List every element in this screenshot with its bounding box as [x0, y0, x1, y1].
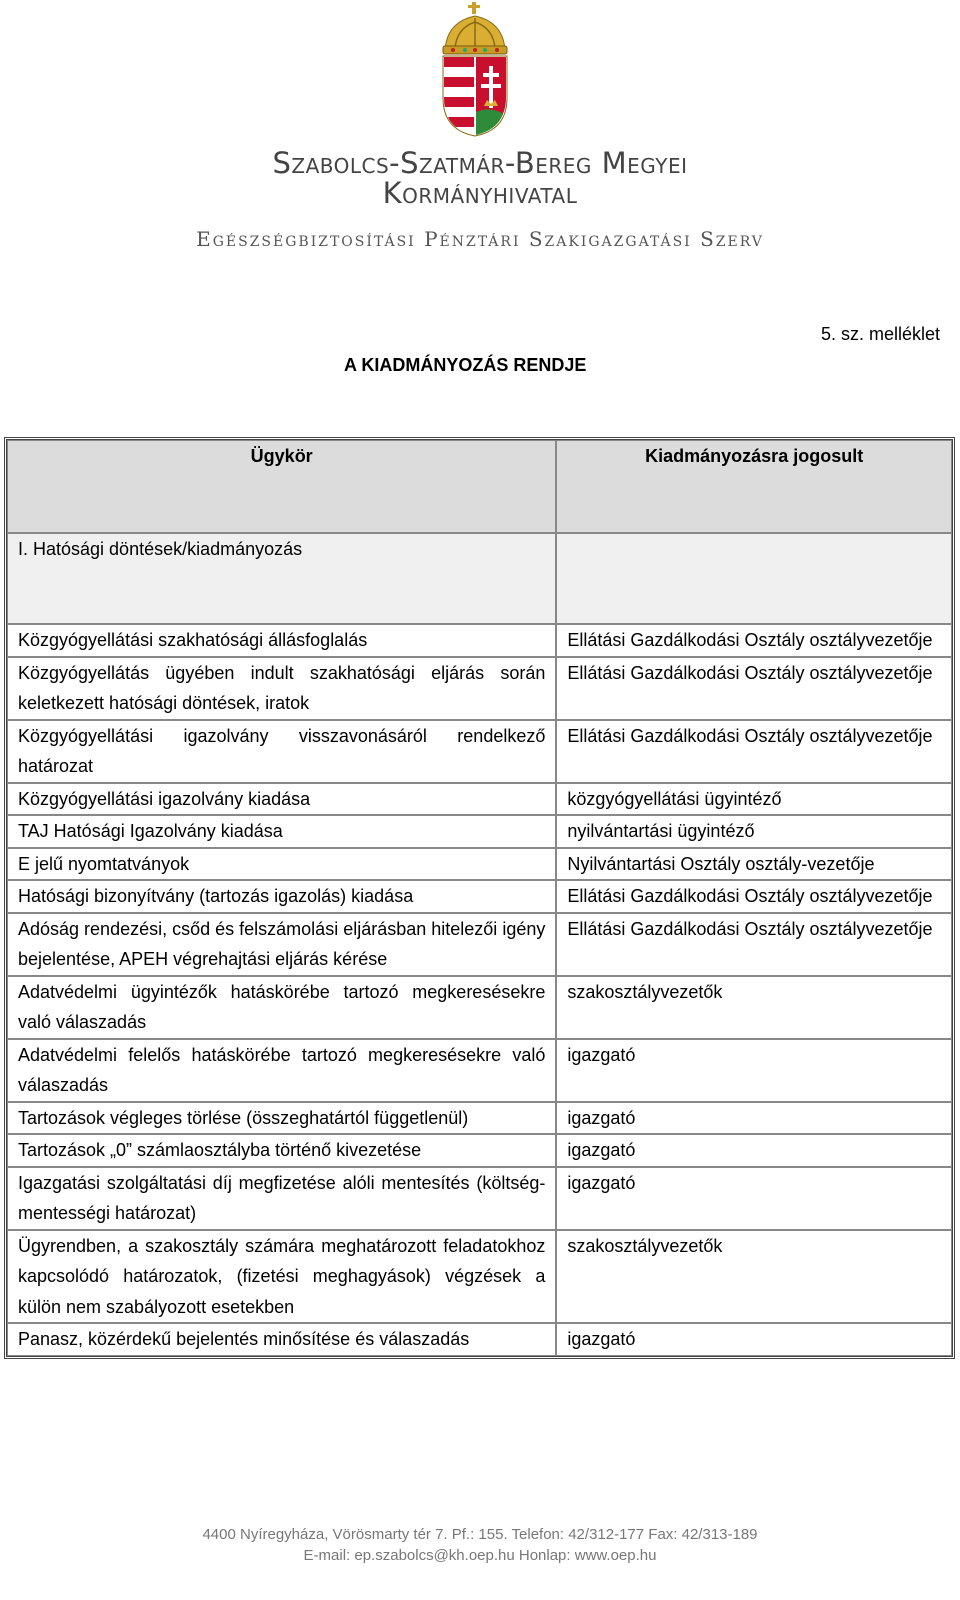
table-cell: E jelű nyomtatványok [7, 848, 556, 881]
organization-subdivision: Egészségbiztosítási Pénztári Szakigazgatási Szerv [196, 227, 764, 251]
table-row [7, 848, 952, 881]
section-header-row [7, 533, 952, 624]
table-row [7, 1230, 952, 1324]
table-row [7, 815, 952, 848]
table-cell: szakosztályvezetők [556, 1230, 952, 1324]
table-row [7, 1323, 952, 1356]
table-cell: Ellátási Gazdálkodási Osztály osztályvezetője [556, 880, 952, 913]
table-cell: igazgató [556, 1134, 952, 1167]
table-cell: Ellátási Gazdálkodási Osztály osztályvezetője [556, 657, 952, 720]
table-header-row [7, 440, 952, 533]
table-cell: Tartozások „0” számlaosztályba történő kivezetése [7, 1134, 556, 1167]
table-cell: Közgyógyellátás ügyében indult szakhatósági eljárás során keletkezett hatósági döntések, iratok [7, 657, 556, 720]
table-row [7, 976, 952, 1039]
table-row [7, 657, 952, 720]
table-cell: igazgató [556, 1039, 952, 1102]
table-cell: Nyilvántartási Osztály osztály-vezetője [556, 848, 952, 881]
table-cell: igazgató [556, 1167, 952, 1230]
page-title: A KIADMÁNYOZÁS RENDJE [344, 355, 587, 375]
table-cell: Adatvédelmi felelős hatáskörébe tartozó megkeresésekre való válaszadás [7, 1039, 556, 1102]
hungarian-coat-of-arms-icon [441, 2, 509, 138]
table-cell: Adatvédelmi ügyintézők hatáskörébe tartozó megkeresésekre való válaszadás [7, 976, 556, 1039]
table-cell: igazgató [556, 1323, 952, 1356]
table-cell: közgyógyellátási ügyintéző [556, 783, 952, 816]
authorization-table [4, 437, 955, 1359]
table-cell: Panasz, közérdekű bejelentés minősítése és válaszadás [7, 1323, 556, 1356]
organization-name-line2: Kormányhivatal [382, 176, 578, 210]
organization-name-line1: Szabolcs-Szatmár-Bereg Megyei [272, 146, 688, 180]
table-cell: Adóság rendezési, csőd és felszámolási eljárásban hitelezői igény bejelentése, APEH végrehajtási eljárás kérése [7, 913, 556, 976]
table-cell: Hatósági bizonyítvány (tartozás igazolás) kiadása [7, 880, 556, 913]
table-cell: Ellátási Gazdálkodási Osztály osztályvezetője [556, 624, 952, 657]
table-cell: Ügyrendben, a szakosztály számára meghatározott feladatokhoz kapcsolódó határozatok, (fizetési meghagyások) végzések a külön nem szabályozott esetekben [7, 1230, 556, 1324]
table-row [7, 1167, 952, 1230]
table-row [7, 880, 952, 913]
table-cell: Ellátási Gazdálkodási Osztály osztályvezetője [556, 913, 952, 976]
table-row [7, 783, 952, 816]
column-header-kiadmanyozasra-jogosult: Kiadmányozásra jogosult [556, 440, 952, 533]
table-cell: Közgyógyellátási szakhatósági állásfoglalás [7, 624, 556, 657]
section-title: I. Hatósági döntések/kiadmányozás [7, 533, 556, 624]
table-row [7, 624, 952, 657]
table-row [7, 913, 952, 976]
footer-contact: E-mail: ep.szabolcs@kh.oep.hu Honlap: www.oep.hu [303, 1547, 657, 1564]
table-cell: Ellátási Gazdálkodási Osztály osztályvezetője [556, 720, 952, 783]
table-row [7, 1102, 952, 1135]
table-cell: Igazgatási szolgáltatási díj megfizetése alóli mentesítés (költség-mentességi határozat) [7, 1167, 556, 1230]
footer-address: 4400 Nyíregyháza, Vörösmarty tér 7. Pf.: 155. Telefon: 42/312-177 Fax: 42/313-189 [202, 1526, 758, 1543]
table-cell: TAJ Hatósági Igazolvány kiadása [7, 815, 556, 848]
table-cell: igazgató [556, 1102, 952, 1135]
table-cell: Közgyógyellátási igazolvány visszavonásáról rendelkező határozat [7, 720, 556, 783]
table-cell: Közgyógyellátási igazolvány kiadása [7, 783, 556, 816]
table-cell: nyilvántartási ügyintéző [556, 815, 952, 848]
annex-label: 5. sz. melléklet [820, 324, 940, 344]
table-row [7, 1039, 952, 1102]
table-cell: szakosztályvezetők [556, 976, 952, 1039]
table-row [7, 720, 952, 783]
table-row [7, 1134, 952, 1167]
table-cell: Tartozások végleges törlése (összeghatártól függetlenül) [7, 1102, 556, 1135]
section-empty-cell [556, 533, 952, 624]
column-header-ugykor: Ügykör [7, 440, 556, 533]
